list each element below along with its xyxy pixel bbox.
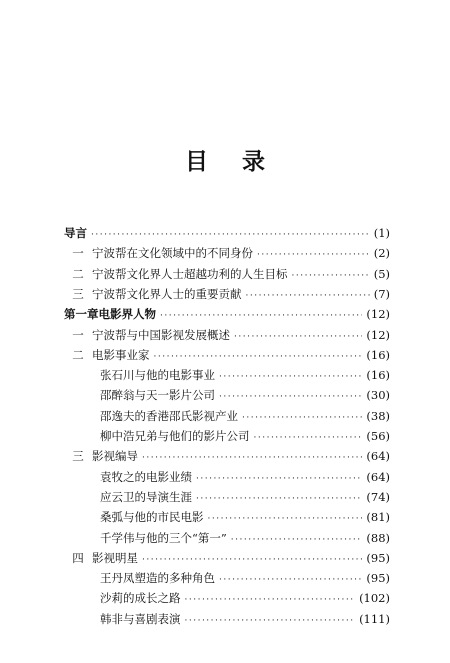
toc-entry-label: 张石川与他的电影事业 <box>100 368 215 383</box>
title-char-1: 目 <box>185 149 208 175</box>
toc-entry-page: (81) <box>366 510 390 525</box>
toc-entry-label: 韩非与喜剧表演 <box>100 611 181 626</box>
toc-leader-dots <box>142 449 362 467</box>
toc-entry-page: (1) <box>373 226 390 240</box>
toc-entry-label: 电影事业家 <box>92 347 150 362</box>
toc-entry <box>64 285 390 303</box>
toc-entry-number: 三 <box>72 286 84 301</box>
toc-leader-dots <box>185 591 356 609</box>
toc-entry-label: 袁牧之的电影业绩 <box>100 469 192 484</box>
toc-entry-label: 王丹凤塑造的多种角色 <box>100 571 215 586</box>
toc-entry-label: 桑弧与他的市民电影 <box>100 510 204 525</box>
toc-entry <box>100 529 390 547</box>
toc-entry-label: 影视编导 <box>92 449 138 464</box>
toc-entry-page: (7) <box>373 286 390 301</box>
toc-entry-page: (88) <box>366 530 390 545</box>
toc-leader-dots <box>196 490 362 508</box>
toc-entry <box>100 508 390 526</box>
toc-entry-page: (2) <box>373 246 390 261</box>
title-char-2: 录 <box>242 149 265 175</box>
toc-entry <box>64 305 390 323</box>
toc-leader-dots <box>219 571 362 589</box>
toc-entry-page: (95) <box>366 550 390 565</box>
toc-entry-page: (111) <box>359 611 390 626</box>
toc-leader-dots <box>196 470 362 488</box>
toc-entry-label: 应云卫的导演生涯 <box>100 489 192 504</box>
toc-entry <box>100 407 390 425</box>
toc-entry-label: 柳中浩兄弟与他们的影片公司 <box>100 429 250 443</box>
toc-entry <box>100 569 390 587</box>
toc-entry-page: (56) <box>366 429 390 443</box>
toc-entry-page: (12) <box>366 327 390 342</box>
toc-entry <box>100 589 390 607</box>
toc-entry-label: 导言 <box>64 226 87 240</box>
toc-entry <box>64 224 390 242</box>
toc-entry-number: 一 <box>72 327 84 342</box>
toc-leader-dots <box>231 531 363 549</box>
toc-leader-dots <box>242 409 362 427</box>
toc-entry <box>100 610 390 628</box>
toc-entry-label: 电影界人物 <box>98 307 156 322</box>
toc-leader-dots <box>185 612 356 630</box>
toc-entry-label: 邵醉翁与天一影片公司 <box>100 388 215 403</box>
toc-leader-dots <box>234 328 362 346</box>
toc-entry-label: 宁波帮在文化领域中的不同身份 <box>92 246 253 261</box>
toc-entry <box>64 244 390 262</box>
toc-entry <box>64 326 390 344</box>
toc-leader-dots <box>208 510 363 528</box>
toc-entry <box>100 468 390 486</box>
toc-leader-dots <box>219 368 362 386</box>
toc-entry-page: (74) <box>366 489 390 504</box>
toc-entry <box>64 447 390 465</box>
toc-entry-page: (12) <box>366 307 390 322</box>
toc-entry-page: (64) <box>366 449 390 464</box>
toc-entry <box>100 427 390 445</box>
toc-entry-number: 三 <box>72 449 84 464</box>
toc-leader-dots <box>160 307 362 325</box>
toc-entry-page: (16) <box>366 368 390 383</box>
toc-leader-dots <box>246 287 370 305</box>
toc-entry-page: (5) <box>373 266 390 281</box>
toc-entry-label: 沙莉的成长之路 <box>100 591 181 606</box>
toc-entry-label: 影视明星 <box>92 550 138 565</box>
toc-entry <box>64 265 390 283</box>
toc-entry-number: 二 <box>72 266 84 281</box>
toc-entry-label: 千学伟与他的三个“第一” <box>100 530 227 545</box>
toc-entry-label: 宁波帮与中国影视发展概述 <box>92 327 230 342</box>
toc-entry <box>64 549 390 567</box>
toc-entry-page: (38) <box>366 408 390 423</box>
toc-entry-page: (30) <box>366 388 390 403</box>
toc-entry-page: (16) <box>366 347 390 362</box>
toc-leader-dots <box>257 246 370 264</box>
toc-entry <box>100 366 390 384</box>
toc-leader-dots <box>219 388 362 406</box>
toc-entry <box>100 386 390 404</box>
toc-leader-dots <box>154 348 363 366</box>
toc-leader-dots <box>142 551 362 569</box>
toc-entry-page: (95) <box>366 571 390 586</box>
toc-entry-page: (64) <box>366 469 390 484</box>
toc-leader-dots <box>254 429 363 447</box>
toc-entry-number: 一 <box>72 246 84 261</box>
toc-leader-dots <box>91 226 370 244</box>
toc-entry <box>64 346 390 364</box>
toc-entry-number: 四 <box>72 550 84 565</box>
page-title <box>0 143 450 176</box>
toc-entry-number: 二 <box>72 347 84 362</box>
toc-entry <box>100 488 390 506</box>
toc-entry-label: 宁波帮文化界人士的重要贡献 <box>92 286 242 301</box>
toc-entry-label: 邵逸夫的香港邵氏影视产业 <box>100 408 238 423</box>
toc-entry-page: (102) <box>359 591 390 606</box>
toc-entry-label: 宁波帮文化界人士超越功利的人生目标 <box>92 266 288 281</box>
toc-leader-dots <box>292 267 370 285</box>
toc-chapter-number: 第一章 <box>64 307 99 322</box>
